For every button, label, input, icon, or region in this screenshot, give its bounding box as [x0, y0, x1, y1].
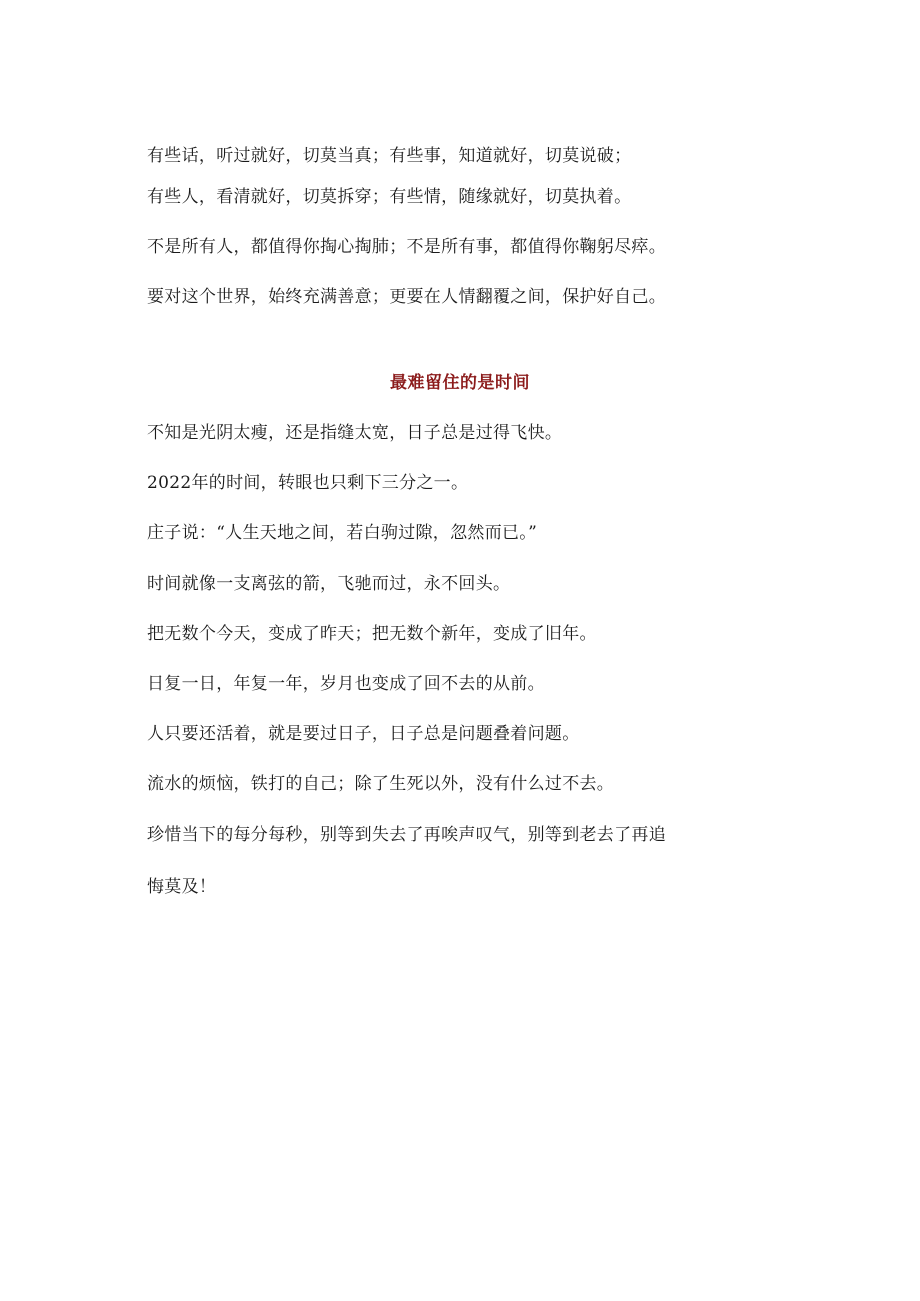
body-line-1: 不知是光阴太瘦，还是指缝太宽，日子总是过得飞快。 [147, 423, 563, 443]
body-line-9: 珍惜当下的每分每秒，别等到失去了再唉声叹气，别等到老去了再追 [147, 825, 666, 845]
body-line-10: 悔莫及！ [147, 877, 217, 897]
section-title: 最难留住的是时间 [390, 373, 530, 393]
body-line-7: 人只要还活着，就是要过日子，日子总是问题叠着问题。 [147, 724, 580, 744]
intro-line-4: 要对这个世界，始终充满善意；更要在人情翻覆之间，保护好自己。 [147, 287, 666, 307]
intro-line-2: 有些人，看清就好，切莫拆穿；有些情，随缘就好，切莫执着。 [147, 187, 632, 207]
body-line-8: 流水的烦恼，铁打的自己；除了生死以外，没有什么过不去。 [147, 774, 615, 794]
body-line-5: 把无数个今天，变成了昨天；把无数个新年，变成了旧年。 [147, 624, 597, 644]
body-line-4: 时间就像一支离弦的箭，飞驰而过，永不回头。 [147, 574, 511, 594]
intro-line-3: 不是所有人，都值得你掏心掏肺；不是所有事，都值得你鞠躬尽瘁。 [147, 237, 666, 257]
body-line-3: 庄子说：“人生天地之间，若白驹过隙，忽然而已。” [147, 523, 538, 543]
body-line-6: 日复一日，年复一年，岁月也变成了回不去的从前。 [147, 674, 545, 694]
intro-line-1: 有些话，听过就好，切莫当真；有些事，知道就好，切莫说破； [147, 146, 632, 166]
body-line-2: 2022年的时间，转眼也只剩下三分之一。 [147, 473, 469, 493]
